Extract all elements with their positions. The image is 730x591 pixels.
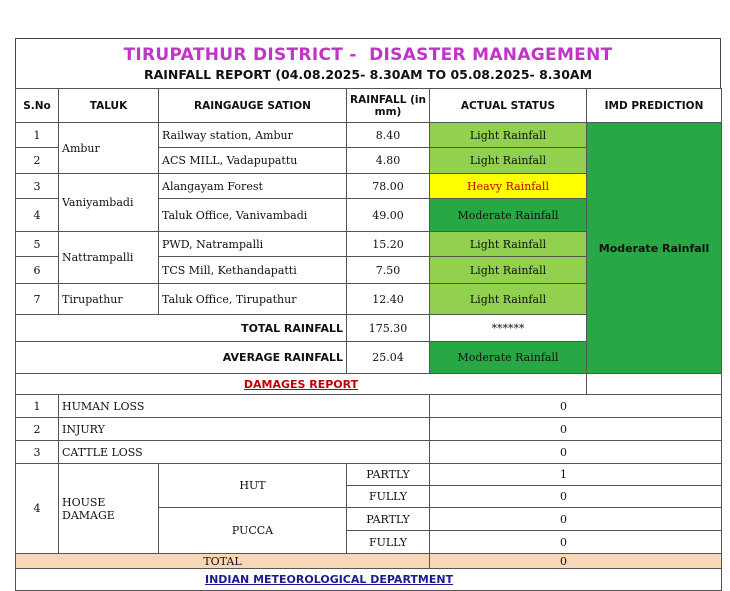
total-rainfall-label: TOTAL RAINFALL [16, 315, 347, 342]
row-rainfall: 15.20 [347, 232, 430, 257]
damage-row [16, 441, 722, 464]
damages-title-row [16, 374, 722, 395]
col-sno: S.No [16, 89, 59, 123]
row-status: Heavy Rainfall [430, 174, 587, 199]
row-station: PWD, Natrampalli [159, 232, 347, 257]
damage-value: 0 [430, 418, 722, 441]
row-status: Moderate Rainfall [430, 199, 587, 232]
damage-sno: 1 [16, 395, 59, 418]
row-rainfall: 12.40 [347, 284, 430, 315]
row-status: Light Rainfall [430, 123, 587, 148]
row-rainfall: 4.80 [347, 148, 430, 174]
total-rainfall-status: ****** [430, 315, 587, 342]
col-station: RAINGAUGE SATION [159, 89, 347, 123]
row-station: Alangayam Forest [159, 174, 347, 199]
average-rainfall-status: Moderate Rainfall [430, 342, 587, 374]
row-rainfall: 7.50 [347, 257, 430, 284]
hut-fully-label: FULLY [347, 486, 430, 508]
row-sno: 1 [16, 123, 59, 148]
row-status: Light Rainfall [430, 148, 587, 174]
pucca-fully-label: FULLY [347, 531, 430, 554]
damage-value: 0 [430, 395, 722, 418]
row-sno: 7 [16, 284, 59, 315]
house-damage-row [16, 464, 722, 486]
total-rainfall-value: 175.30 [347, 315, 430, 342]
damage-value: 0 [430, 441, 722, 464]
house-damage-label: HOUSE DAMAGE [59, 464, 159, 554]
row-rainfall: 8.40 [347, 123, 430, 148]
imd-title: INDIAN METEOROLOGICAL DEPARTMENT [16, 569, 722, 591]
average-rainfall-label: AVERAGE RAINFALL [16, 342, 347, 374]
report-title: TIRUPATHUR DISTRICT - DISASTER MANAGEMENT [123, 45, 613, 65]
damages-total-value: 0 [430, 554, 722, 569]
hut-partly-value: 1 [430, 464, 722, 486]
house-sno: 4 [16, 464, 59, 554]
report-subtitle: RAINFALL REPORT (04.08.2025- 8.30AM TO 05.08.2025- 8.30AM [143, 67, 593, 82]
row-sno: 5 [16, 232, 59, 257]
hut-label: HUT [159, 464, 347, 508]
damage-label: INJURY [59, 418, 430, 441]
table-row [16, 123, 722, 148]
row-station: ACS MILL, Vadapupattu [159, 148, 347, 174]
col-status: ACTUAL STATUS [430, 89, 587, 123]
row-status: Light Rainfall [430, 257, 587, 284]
col-taluk: TALUK [59, 89, 159, 123]
row-rainfall: 49.00 [347, 199, 430, 232]
row-taluk: Nattrampalli [59, 232, 159, 284]
damages-title: DAMAGES REPORT [16, 374, 587, 395]
damages-total-label: TOTAL [16, 554, 430, 569]
damages-total-row [16, 554, 722, 569]
row-taluk: Vaniyambadi [59, 174, 159, 232]
empty-cell [587, 374, 722, 395]
row-status: Light Rainfall [430, 284, 587, 315]
row-station: TCS Mill, Kethandapatti [159, 257, 347, 284]
row-sno: 2 [16, 148, 59, 174]
row-taluk: Tirupathur [59, 284, 159, 315]
row-station: Railway station, Ambur [159, 123, 347, 148]
row-status: Light Rainfall [430, 232, 587, 257]
damage-label: HUMAN LOSS [59, 395, 430, 418]
col-imd: IMD PREDICTION [587, 89, 722, 123]
table-header-row [16, 89, 722, 123]
pucca-fully-value: 0 [430, 531, 722, 554]
row-sno: 3 [16, 174, 59, 199]
rainfall-table [15, 88, 722, 591]
row-sno: 6 [16, 257, 59, 284]
pucca-partly-label: PARTLY [347, 508, 430, 531]
average-rainfall-value: 25.04 [347, 342, 430, 374]
imd-prediction: Moderate Rainfall [587, 123, 722, 374]
row-station: Taluk Office, Vanivambadi [159, 199, 347, 232]
damage-label: CATTLE LOSS [59, 441, 430, 464]
imd-title-row [16, 569, 722, 591]
damage-sno: 3 [16, 441, 59, 464]
pucca-label: PUCCA [159, 508, 347, 554]
hut-fully-value: 0 [430, 486, 722, 508]
damage-sno: 2 [16, 418, 59, 441]
hut-partly-label: PARTLY [347, 464, 430, 486]
pucca-partly-value: 0 [430, 508, 722, 531]
row-station: Taluk Office, Tirupathur [159, 284, 347, 315]
damage-row [16, 395, 722, 418]
row-sno: 4 [16, 199, 59, 232]
row-rainfall: 78.00 [347, 174, 430, 199]
row-taluk: Ambur [59, 123, 159, 174]
damage-row [16, 418, 722, 441]
report-header [15, 38, 721, 88]
col-rainfall: RAINFALL (in mm) [347, 89, 430, 123]
